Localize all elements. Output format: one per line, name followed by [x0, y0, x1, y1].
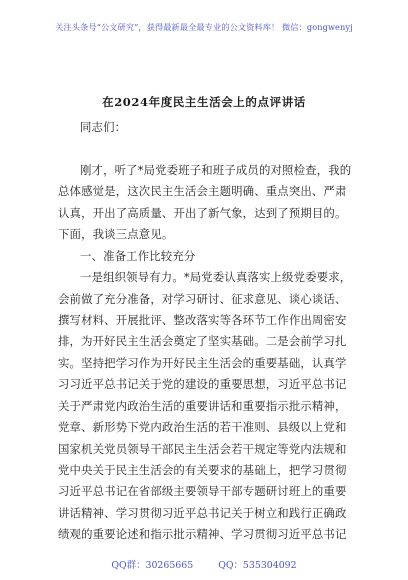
body-line: 刚才，听了*局党委班子和班子成员的对照检查，我的 [80, 162, 352, 177]
body-line: 国家机关党员领导干部民主生活会若干规定等党内法规和 [58, 441, 347, 456]
header-banner: 关注头条号“公文研究”，获得最新最全最专业的公文资料库！ 微信：gongwenyj [55, 22, 353, 32]
body-line: 总体感觉是，这次民主生活会主题明确、重点突出、严肃 [58, 184, 347, 199]
body-line: 下面，我谈三点意见。 [58, 227, 174, 242]
body-line: 实。坚持把学习作为开好民主生活会的重要基础，认真学 [58, 355, 347, 370]
body-line: 绩观的重要论述和指示批示精神、学习贯彻习近平总书记 [58, 527, 347, 542]
salutation: 同志们： [80, 120, 127, 134]
footer-qq: QQ：535304092 [218, 560, 297, 571]
body-line: 党中央关于民主生活会的有关要求的基础上，把学习贯彻 [58, 463, 347, 477]
footer-qq-group: QQ群：30265665 [111, 560, 194, 571]
body-line: 会前做了充分准备，对学习研讨、征求意见、谈心谈话、 [58, 291, 347, 306]
body-line: 党章、新形势下党内政治生活的若干准则、县级以上党和 [58, 420, 347, 435]
body-line: 关于严肃党内政治生活的重要讲话和重要指示批示精神， [58, 398, 347, 413]
body-line: 撰写材料、开展批评、整改落实等各环节工作作出周密安 [58, 312, 347, 327]
body-line: 一是组织领导有力。*局党委认真落实上级党委要求， [80, 270, 352, 285]
footer-contact [0, 557, 408, 571]
body-line: 习近平总书记在省部级主要领导干部专题研讨班上的重要 [58, 484, 347, 499]
document-title: 在2024年度民主生活会上的点评讲话 [102, 95, 306, 109]
body-line: 讲话精神、学习贯彻习近平总书记关于树立和践行正确政 [58, 505, 347, 520]
paragraph-gap [58, 138, 358, 159]
document-body [58, 117, 358, 546]
body-line: 习习近平总书记关于党的建设的重要思想，习近平总书记 [58, 377, 347, 392]
body-line: 认真，开出了高质量、开出了新气象，达到了预期目的。 [58, 205, 347, 220]
body-line: 排，为开好民主生活会奠定了坚实基础。二是会前学习扎 [58, 334, 347, 349]
section-heading: 一、准备工作比较充分 [80, 248, 196, 263]
